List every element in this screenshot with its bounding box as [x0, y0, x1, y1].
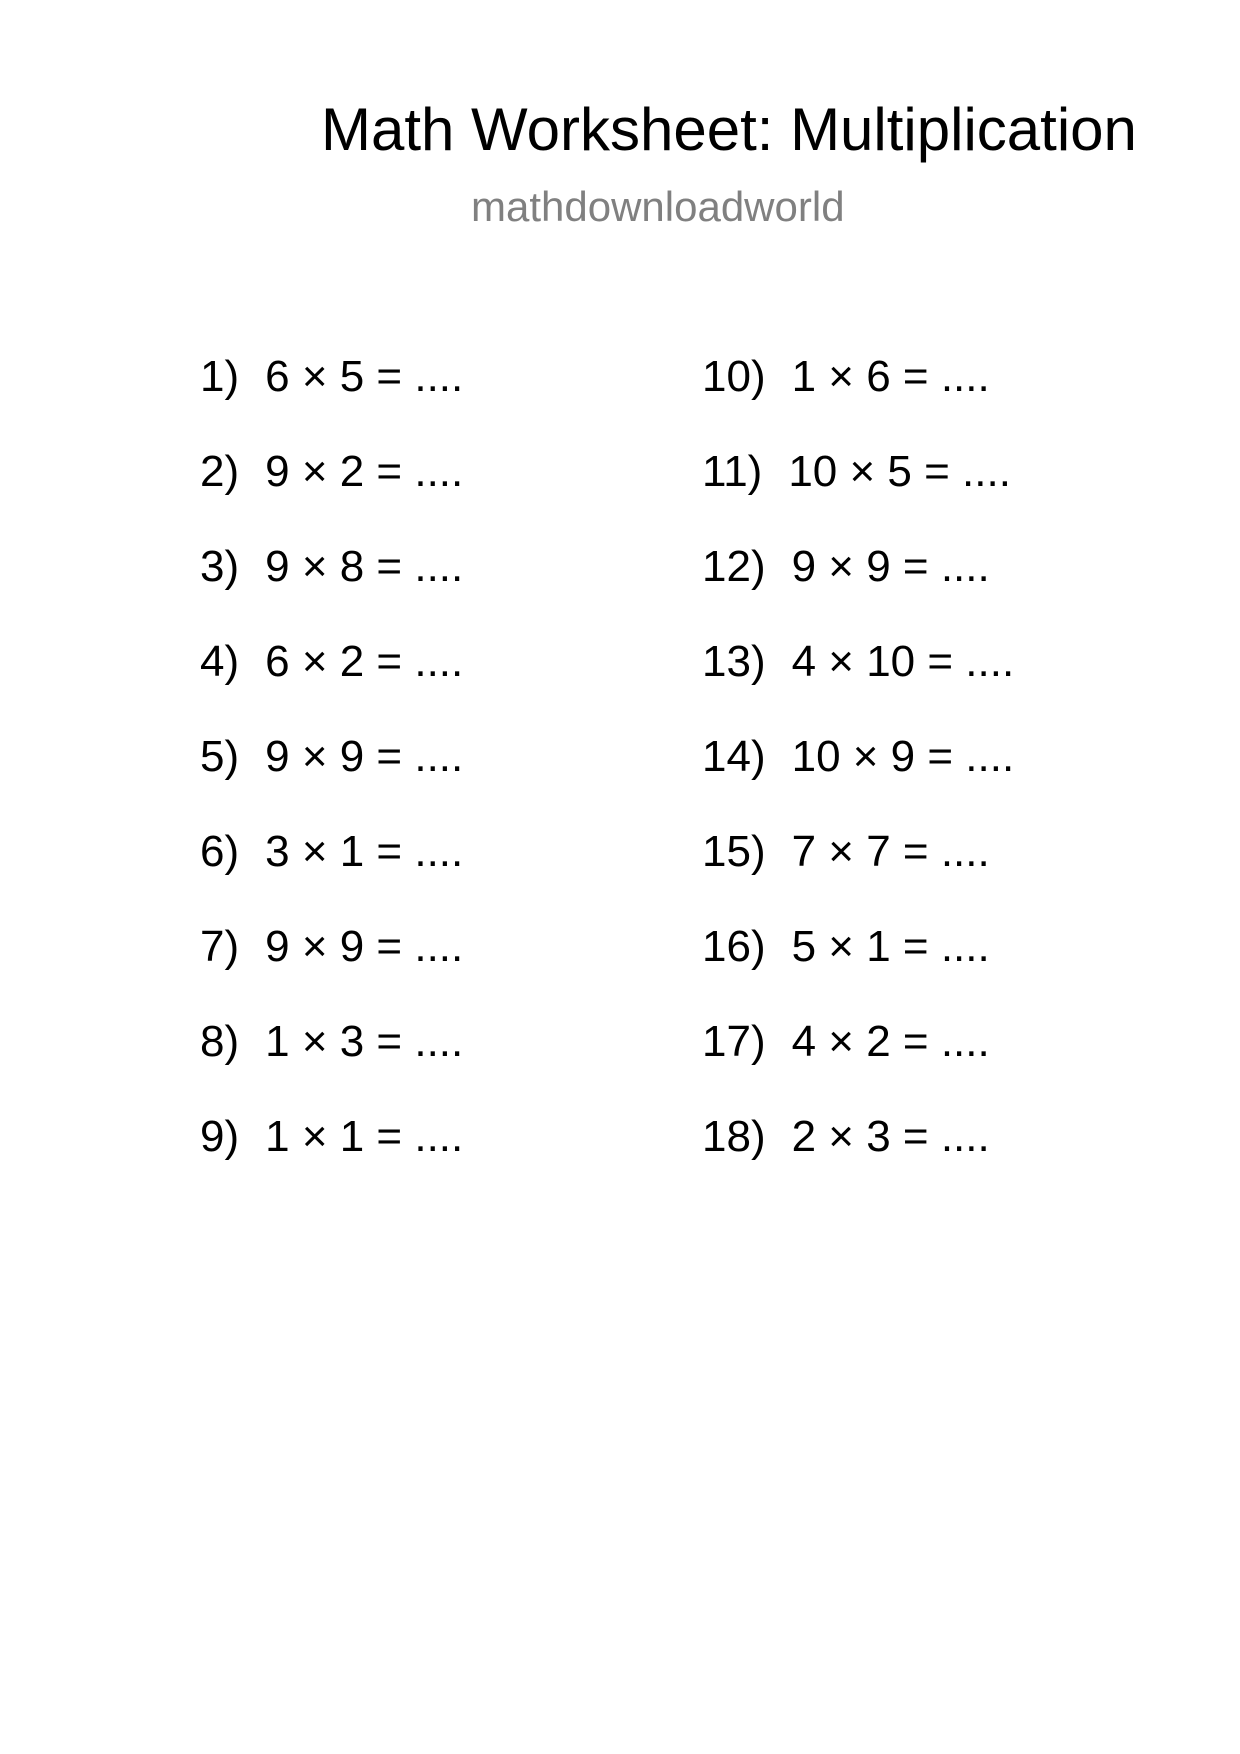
- problem-number: 16): [702, 922, 766, 971]
- problem-number: 10): [702, 352, 766, 401]
- problem-expression: 4 × 2 = ....: [791, 1017, 990, 1066]
- problem-number: 2): [200, 447, 240, 496]
- page-subtitle: mathdownloadworld: [471, 183, 845, 230]
- problem-3: [200, 542, 463, 637]
- problem-expression: 6 × 5 = ....: [265, 352, 464, 401]
- problem-number: 14): [702, 732, 766, 781]
- problem-number: 13): [702, 637, 766, 686]
- problem-number: 15): [702, 827, 766, 876]
- problem-16: [702, 922, 1014, 1017]
- problem-expression: 1 × 1 = ....: [265, 1112, 464, 1161]
- problem-1: [200, 352, 463, 447]
- problem-14: [702, 732, 1014, 827]
- problem-expression: 2 × 3 = ....: [791, 1112, 990, 1161]
- problem-expression: 7 × 7 = ....: [791, 827, 990, 876]
- problem-number: 12): [702, 542, 766, 591]
- problem-15: [702, 827, 1014, 922]
- problem-4: [200, 637, 463, 732]
- problem-expression: 9 × 8 = ....: [265, 542, 464, 591]
- problem-expression: 10 × 9 = ....: [791, 732, 1015, 781]
- problem-13: [702, 637, 1014, 732]
- problem-10: [702, 352, 1014, 447]
- problem-6: [200, 827, 463, 922]
- page-title: Math Worksheet: Multiplication: [321, 96, 1137, 163]
- problem-expression: 1 × 6 = ....: [791, 352, 990, 401]
- problem-expression: 9 × 2 = ....: [265, 447, 464, 496]
- problem-number: 17): [702, 1017, 766, 1066]
- problem-17: [702, 1017, 1014, 1112]
- problem-expression: 5 × 1 = ....: [791, 922, 990, 971]
- problem-11: [702, 447, 1014, 542]
- problem-9: [200, 1112, 463, 1207]
- problem-expression: 6 × 2 = ....: [265, 637, 464, 686]
- problem-number: 3): [200, 542, 240, 591]
- problem-expression: 9 × 9 = ....: [265, 922, 464, 971]
- problem-number: 11): [702, 447, 763, 496]
- problem-expression: 9 × 9 = ....: [265, 732, 464, 781]
- problem-number: 18): [702, 1112, 766, 1161]
- problem-number: 1): [200, 352, 240, 401]
- problem-number: 6): [200, 827, 240, 876]
- problem-number: 9): [200, 1112, 240, 1161]
- problem-expression: 1 × 3 = ....: [265, 1017, 464, 1066]
- problem-18: [702, 1112, 1014, 1207]
- problem-number: 8): [200, 1017, 240, 1066]
- problem-8: [200, 1017, 463, 1112]
- problem-expression: 3 × 1 = ....: [265, 827, 464, 876]
- problems-column-left: [200, 352, 463, 1207]
- problem-2: [200, 447, 463, 542]
- problem-expression: 10 × 5 = ....: [788, 447, 1011, 496]
- problem-number: 7): [200, 922, 240, 971]
- problems-column-right: [702, 352, 1014, 1207]
- problem-expression: 4 × 10 = ....: [791, 637, 1015, 686]
- problem-number: 5): [200, 732, 240, 781]
- problem-expression: 9 × 9 = ....: [791, 542, 990, 591]
- problem-7: [200, 922, 463, 1017]
- problem-5: [200, 732, 463, 827]
- problem-12: [702, 542, 1014, 637]
- problem-number: 4): [200, 637, 240, 686]
